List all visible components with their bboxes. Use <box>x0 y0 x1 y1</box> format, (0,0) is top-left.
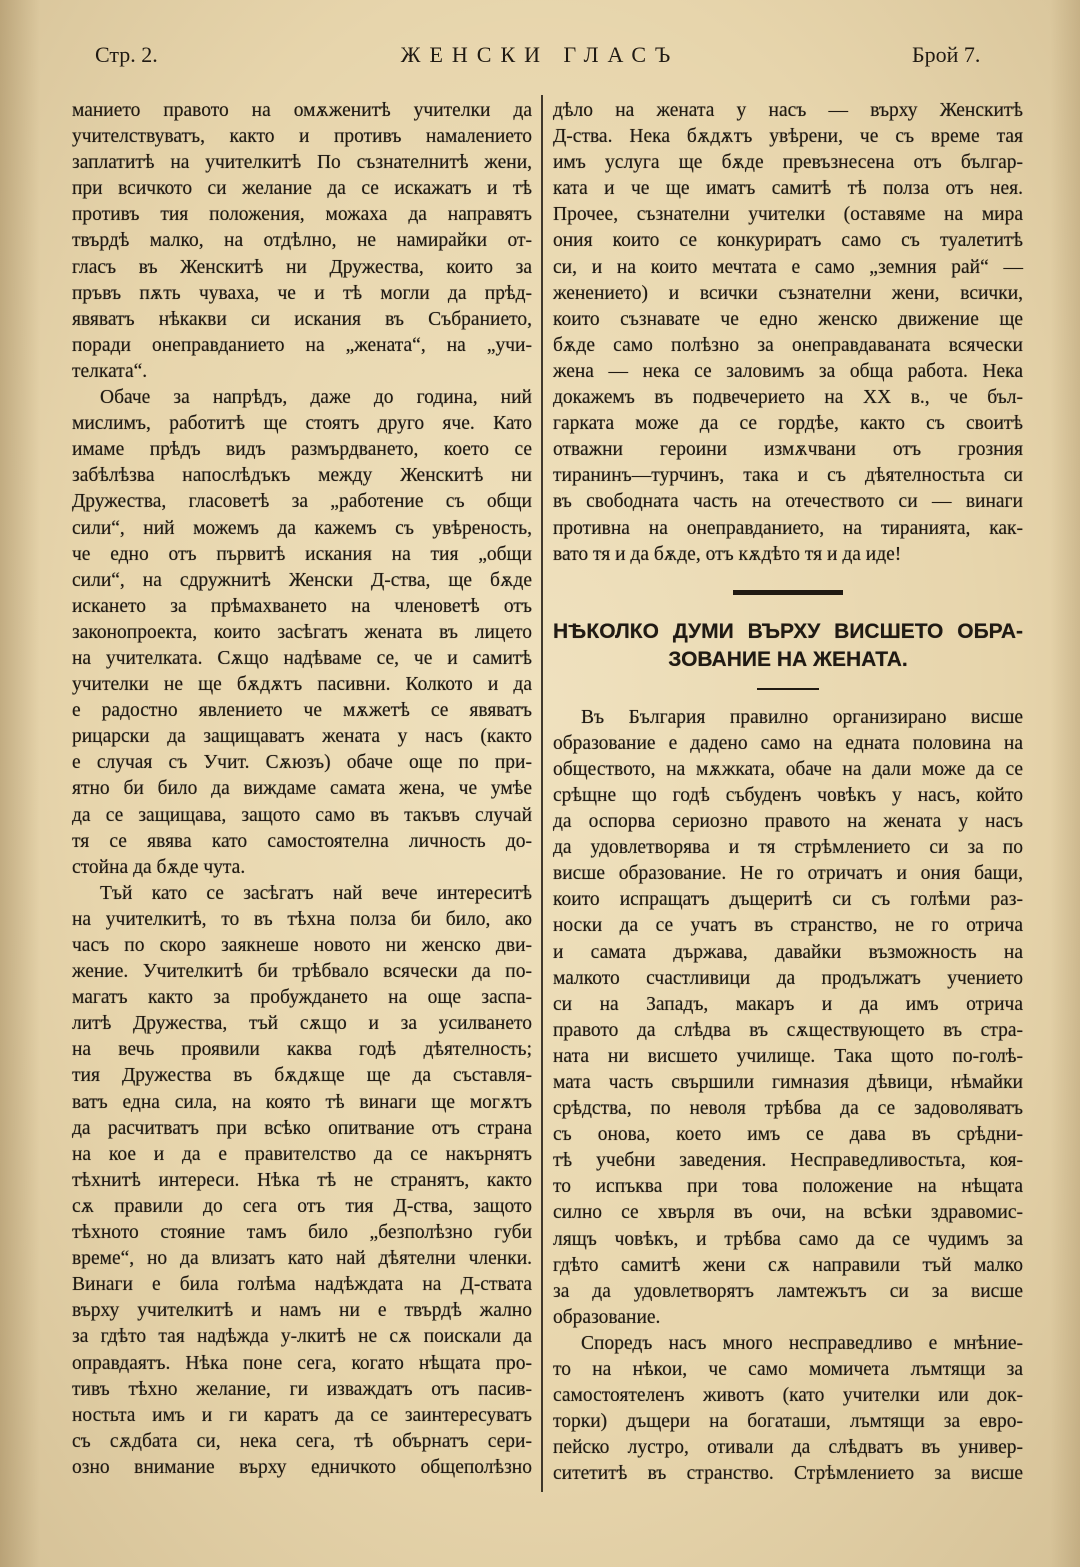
text-line: силно се хвърля въ очи, на всѣки здравомис- <box>553 1202 1023 1224</box>
text-line: ката и че ще иматъ самитѣ тѣ полза отъ нея. <box>553 178 1023 200</box>
text-line: твърдѣ малко, на отдѣлно, не намирайки от- <box>72 230 532 252</box>
text-line: върху учителкитѣ и намъ ни е твърдѣ жално <box>72 1300 532 1322</box>
text-line: си, и на които мечтата е само „земния рай“ — <box>553 256 1023 278</box>
text-line: докажемъ въ подвечерието на XX в., че бъл- <box>553 387 1023 409</box>
text-line: си на Западъ, макаръ и да имъ отрича <box>553 993 1023 1015</box>
text-line: лящъ човѣкъ, и трѣбва само да се чудимъ за <box>553 1228 1023 1250</box>
text-line: торки) дъщери на богаташи, лъмтящи за евро- <box>553 1411 1023 1433</box>
issue-number: Брой 7. <box>912 42 981 67</box>
text-line: образование е дадено само на едната половина на <box>553 732 1023 754</box>
text-line: въ свободната часть на отечеството си — винаги <box>553 491 1023 513</box>
text-line: Винаги е била голѣма надѣждата на Д-ствата <box>72 1274 532 1296</box>
heading-rule <box>757 688 819 690</box>
text-line: бѫде само полѣзно за онеправдаваната всячески <box>553 334 1023 356</box>
text-line: тия Дружества въ бѫдѫще ще да съставля- <box>72 1065 532 1087</box>
text-line: магатъ както за пробуждането на още заспа- <box>72 987 532 1009</box>
text-line: висше образование. Не го отричатъ и ония бащи, <box>553 863 1023 885</box>
text-line: гласъ въ Женскитѣ ни Дружества, които за <box>72 256 532 278</box>
text-line: искането за прѣмахването на членоветѣ отъ <box>72 595 532 617</box>
text-line: оправдаятъ. Нѣка поне сега, когато нѣщата про- <box>72 1352 532 1374</box>
text-line: жение. Учителкитѣ би трѣбвало всячески да по- <box>72 961 532 983</box>
text-line: пръвъ пѫть чуваха, че и тѣ могли да прѣд- <box>72 282 532 304</box>
text-line: рицарски да защищаватъ жената у насъ (както <box>72 726 532 748</box>
text-line: часъ по скоро заякнеше новото ни женско дви- <box>72 935 532 956</box>
text-line: женението) и всички съзнателни жени, всички, <box>553 282 1023 304</box>
text-line: имаме прѣдъ видъ размърдването, което се <box>72 439 532 461</box>
text-line: тя се явява като самостоятелна личность до- <box>72 830 532 852</box>
text-line: ситетитѣ въ странство. Стрѣмлението за висше <box>553 1463 1023 1485</box>
text-line: стойна да бѫде чута. <box>72 856 246 878</box>
text-line: телката“. <box>72 360 148 382</box>
text-line: имъ услуга ще бѫде превъзнесена отъ българ- <box>553 152 1023 174</box>
text-line: Дружества, гласоветѣ за „работение съ общи <box>72 491 532 513</box>
text-line: то испъква при това положение на нѣщата <box>553 1176 1023 1198</box>
text-line: явяватъ нѣкакви си искания въ Събранието, <box>72 308 532 330</box>
text-line: обществото, на мѫжката, обаче на дали може да се <box>553 758 1023 780</box>
text-line: ната ни висшето училище. Така щото по-голѣ- <box>553 1045 1023 1067</box>
text-line: Въ България правилно организирано висше <box>581 706 1023 728</box>
column-divider <box>541 95 543 1492</box>
text-line: ония които се конкуриратъ само съ туалетитѣ <box>553 230 1023 252</box>
text-line: манието правото на омѫженитѣ учителки да <box>72 100 532 121</box>
text-line: на вечь проявили каква годѣ дѣятелность; <box>72 1039 532 1061</box>
article-heading-line: НѢКОЛКО ДУМИ ВЪРХУ ВИСШЕТО ОБРА- <box>553 619 1023 643</box>
text-line: образование. <box>553 1306 661 1328</box>
text-line: пейско лустро, отивали да слѣдватъ въ универ- <box>553 1437 1023 1459</box>
paragraph <box>553 98 1023 568</box>
text-line: е радостно явлението че мѫжетѣ се явяватъ <box>72 700 532 722</box>
text-line: тиранинъ—турчинъ, така и съ дѣятелностьта си <box>553 465 1023 487</box>
text-line: озно внимание върху едничкото общеполѣзно <box>72 1456 532 1478</box>
text-line: да оспорва сериозно правото на жената у насъ <box>553 811 1023 833</box>
text-line: на кое и да е правителство да се накърнятъ <box>72 1143 532 1165</box>
text-line: да удовлетворява и тя стрѣмлението си за по <box>553 837 1023 859</box>
text-line: тѣ учебни заведения. Несправедливостьта, коя- <box>553 1150 1023 1172</box>
paragraph <box>72 881 532 1481</box>
page-number: Стр. 2. <box>95 42 158 67</box>
text-line: вато тя и да бѫде, отъ кѫдѣто тя и да иде! <box>553 543 902 565</box>
text-line: гарката може да се гордѣе, както съ своитѣ <box>553 413 1023 435</box>
text-line: то на нѣкои, че само момичета лъмтящи за <box>553 1359 1023 1381</box>
newspaper-title: ЖЕНСКИ ГЛАСЪ <box>400 42 680 67</box>
text-line: поради онеправданието на „жената“, на „учи- <box>72 334 532 356</box>
text-line: гдѣто самитѣ жени сѫ направили тъй малко <box>553 1254 1023 1276</box>
text-line: ватъ една сила, на която тѣ винаги ще могѫтъ <box>72 1091 532 1113</box>
text-line: за гдѣто тая надѣжда у-лкитѣ не сѫ поискали да <box>72 1326 532 1348</box>
text-line: малкото счастливици да продължатъ учението <box>553 967 1023 989</box>
text-line: да се защищава, защото само въ такъвъ случай <box>72 804 532 826</box>
text-line: Тъй като се засѣгатъ най вече интереситѣ <box>100 882 532 904</box>
continued-article-text <box>553 98 1023 568</box>
text-line: правото да слѣдва въ сѫществующето въ стра- <box>553 1019 1023 1041</box>
text-line: мата часть свършили гимназия дѣвици, нѣмайки <box>553 1072 1023 1093</box>
text-line: съ сѫдбата си, нека сега, тѣ обърнатъ сери- <box>72 1430 532 1452</box>
text-line: законопроекта, които засѣгатъ жената въ лицето <box>72 621 532 643</box>
text-line: мислимъ, работитѣ ще стоятъ друго яче. Като <box>72 413 532 435</box>
text-line: сѫ правили до сега отъ тия Д-ства, защото <box>72 1195 532 1217</box>
text-line: време“, но да влизатъ като най дѣятелни членки. <box>72 1248 532 1270</box>
text-line: съ онова, което имъ се дава въ срѣдни- <box>553 1124 1023 1146</box>
text-line: противъ тия положения, можаха да направятъ <box>72 204 532 226</box>
text-line: на учителката. Сѫщо надѣваме се, че и самитѣ <box>72 647 532 669</box>
text-line: тѣхнитѣ интереси. Нѣка тѣ не странятъ, както <box>72 1169 532 1191</box>
text-line: и самата държава, давайки възможность на <box>553 941 1023 963</box>
text-line: тивъ тѣхно желание, ги изваждатъ отъ пасив- <box>72 1378 532 1400</box>
text-line: ностьта имъ и ги каратъ да се заинтересуватъ <box>72 1404 532 1426</box>
text-line: тѣхното стояние тамъ било „безполѣзно губи <box>72 1222 532 1244</box>
text-line: да расчитватъ при всѣко опитвание отъ страна <box>72 1117 532 1139</box>
article-heading-line: ЗОВАНИЕ НА ЖЕНАТА. <box>668 647 908 671</box>
paragraph <box>553 705 1023 1331</box>
text-line: забѣлѣзва напослѣдъкъ между Женскитѣ ни <box>72 465 532 487</box>
text-line: отважни героини измѫчвани отъ грозния <box>553 439 1023 461</box>
paragraph <box>72 98 532 385</box>
text-line: срѣщне що годѣ събуденъ човѣкъ у насъ, който <box>553 784 1023 806</box>
text-line: дѣло на жената у насъ — върху Женскитѣ <box>553 100 1023 121</box>
text-line: Споредъ насъ много несправедливо е мнѣние- <box>581 1332 1023 1354</box>
text-line: за да удовлетворятъ ламтежътъ си за висше <box>553 1280 1023 1302</box>
article-heading <box>553 618 1023 674</box>
text-line: при всичкото си желание да се искажатъ и тѣ <box>72 178 532 200</box>
right-column <box>553 98 1023 1488</box>
text-line: жена — нека се заловимъ за обща работа. Нека <box>553 360 1023 382</box>
text-line: сили“, ний можемъ да кажемъ съ увѣреность, <box>72 517 532 539</box>
article-body <box>553 705 1023 1488</box>
text-line: учителки не ще бѫдѫтъ пасивни. Колкото и да <box>72 674 532 696</box>
text-line: е случая съ Учит. Сѫюзъ) обаче още по при- <box>72 752 532 774</box>
text-line: които испращатъ дъщеритѣ си съ голѣми раз- <box>553 889 1023 911</box>
text-line: срѣдства, по неволя трѣбва да се задоволяватъ <box>553 1098 1023 1120</box>
article-separator-rule <box>733 590 843 595</box>
text-line: заплатитѣ на учителкитѣ По съзнателнитѣ жени, <box>72 152 532 174</box>
text-line: ятно би било да виждаме самата жена, че умѣе <box>72 778 532 800</box>
text-line: учителствуватъ, както и противъ намалението <box>72 126 532 148</box>
paragraph <box>553 1331 1023 1488</box>
left-column <box>72 98 532 1481</box>
text-line: Д-ства. Нека бѫдѫтъ увѣрени, че съ време тая <box>553 126 1023 148</box>
text-line: Обаче за напрѣдъ, даже до година, ний <box>100 387 532 409</box>
text-line: литѣ Дружества, тъй сѫщо и за усилването <box>72 1013 532 1035</box>
text-line: Прочее, съзнателни учителки (оставяме на мира <box>553 204 1023 226</box>
text-line: на учителкитѣ, то въ тѣхна полза би било, ако <box>72 908 532 930</box>
text-line: самостоятеленъ животъ (като учителки или док- <box>553 1385 1023 1407</box>
text-line: които съзнавате че едно женско движение ще <box>553 308 1023 330</box>
text-line: сили“, на сдружнитѣ Женски Д-ства, ще бѫде <box>72 569 532 591</box>
paragraph <box>72 385 532 881</box>
text-line: противна на онеправданието, на тиранията, как- <box>553 517 1023 539</box>
text-line: носки да се учатъ въ странство, не го отрича <box>553 915 1023 937</box>
text-line: че едно отъ първитѣ искания на тия „общи <box>72 543 532 565</box>
